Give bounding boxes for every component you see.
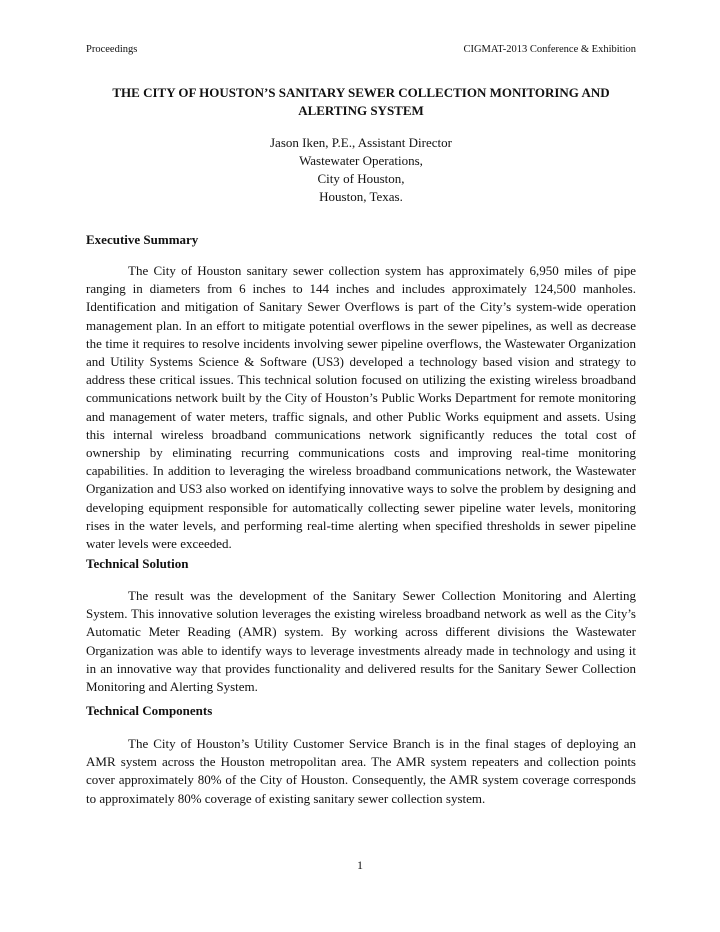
author-location: Houston, Texas. xyxy=(319,189,403,204)
author-department: Wastewater Operations, xyxy=(299,153,423,168)
section-heading-technical-solution: Technical Solution xyxy=(86,556,189,571)
author-organization: City of Houston, xyxy=(317,171,405,186)
paper-title: THE CITY OF HOUSTON’S SANITARY SEWER COLLECTION MONITORING AND ALERTING SYSTEM xyxy=(112,85,610,118)
author-block xyxy=(86,134,636,206)
section-body-technical-solution: The result was the development of the Sanitary Sewer Collection Monitoring and Alerting System. This innovative solution leverages the existing wireless broadband network as well as the City’s Automatic Meter Reading (AMR) system. By working across different divisions the Wastewater Organization was able to identify ways to leverage investments already made in technology and using it in an innovative way that provides functionality and delivered results for the Sanitary Sewer Collection Monitoring and Alerting System. xyxy=(86,588,636,695)
section-body-technical-components: The City of Houston’s Utility Customer Service Branch is in the final stages of deploying an AMR system across the Houston metropolitan area. The AMR system repeaters and collection points cover approximately 80% of the City of Houston. Consequently, the AMR system coverage corresponds to approximately 80% coverage of existing sanitary sewer collection system. xyxy=(86,736,636,806)
page-number: 1 xyxy=(357,858,363,872)
section-heading-executive-summary: Executive Summary xyxy=(86,232,199,247)
running-header-right: CIGMAT-2013 Conference & Exhibition xyxy=(463,44,636,55)
section-body-executive-summary: The City of Houston sanitary sewer collection system has approximately 6,950 miles of pipe ranging in diameters from 6 inches to 144 inches and includes approximately 124,500 manholes. Identification and mitigation of Sanitary Sewer Overflows is part of the City’s system-wide operation management plan. In an effort to mitigate potential overflows in the sewer pipelines, as well as decrease the time it requires to resolve incidents involving sewer pipeline overflows, the Wastewater Organization and Utility Systems Science & Software (US3) developed a technology based vision and strategy to address these critical issues. This technical solution focused on utilizing the existing wireless broadband communications network built by the City of Houston’s Public Works Department for remote monitoring and management of water meters, traffic signals, and other Public Works equipment and assets. Using this internal wireless broadband communications network significantly reduces the total cost of ownership by eliminating recurring communications costs and improving real-time monitoring capabilities. In addition to leveraging the wireless broadband communications network, the Wastewater Organization and US3 also worked on identifying innovative ways to solve the problem by designing and developing equipment responsible for automatically collecting sewer pipeline water levels, monitoring rises in the water levels, and performing real-time alerting when specified thresholds in sewer pipeline water levels were exceeded. xyxy=(86,263,636,552)
section-heading-technical-components: Technical Components xyxy=(86,703,213,718)
running-header-left: Proceedings xyxy=(86,44,138,55)
author-name: Jason Iken, P.E., Assistant Director xyxy=(270,135,452,150)
